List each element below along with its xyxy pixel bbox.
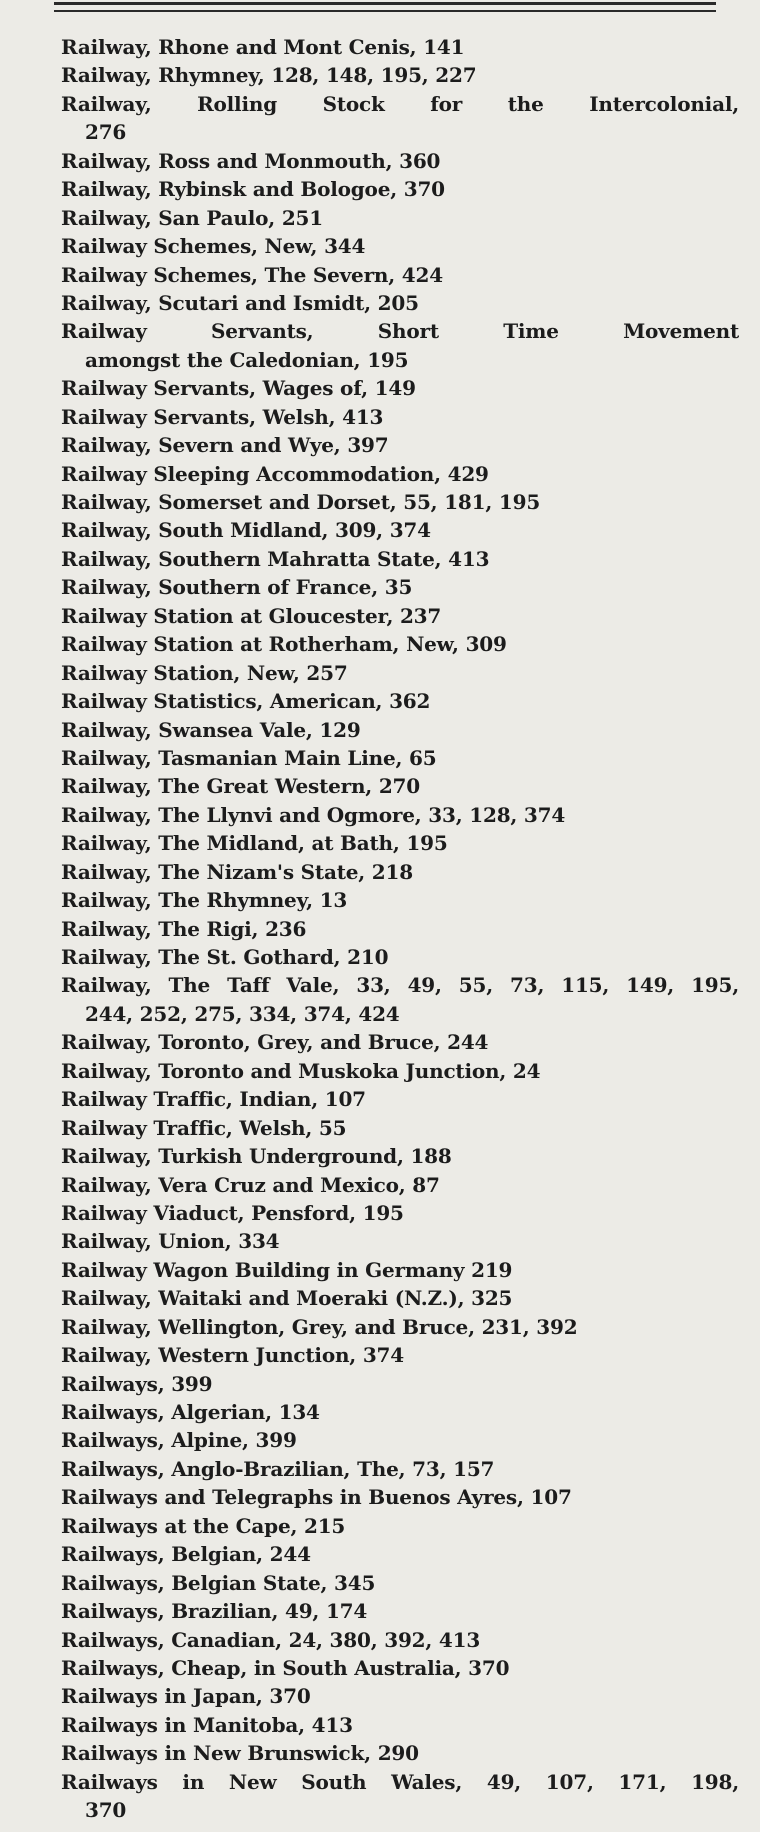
index-entry-text: Railway, Southern of France, 35: [61, 575, 413, 600]
index-entry-text: Railway, Swansea Vale, 129: [61, 717, 361, 742]
index-entry-text: Railway, Tasmanian Main Line, 65: [61, 745, 437, 770]
index-entry-text: Railways, Belgian State, 345: [61, 1570, 376, 1595]
index-entry-text: Railway, Rhone and Mont Cenis, 141: [61, 35, 465, 59]
index-entry: [61, 801, 739, 829]
index-entry-text: Railway Schemes, The Severn, 424: [61, 262, 443, 287]
index-column: [61, 33, 739, 1825]
index-entry: [61, 573, 739, 601]
index-entry: [61, 1426, 739, 1454]
index-entry: [61, 1284, 739, 1312]
index-entry-text: Railway, Rolling Stock for the Intercolonial,: [61, 91, 739, 116]
index-entry-text: Railways, Cheap, in South Australia, 370: [61, 1655, 510, 1680]
index-entry-text: Railway, South Midland, 309, 374: [61, 518, 431, 543]
index-entry: [61, 488, 739, 516]
index-entry-continuation: amongst the Caledonian, 195: [85, 347, 409, 372]
index-entry: [61, 1142, 739, 1170]
index-entry: [61, 772, 739, 800]
index-entry: [61, 545, 739, 573]
index-entry-text: Railway Servants, Wages of, 149: [61, 376, 416, 401]
index-entry-text: Railways, Belgian, 244: [61, 1542, 311, 1567]
index-entry-text: Railway, Turkish Underground, 188: [61, 1144, 452, 1169]
index-entry: [61, 33, 739, 61]
index-entry-text: Railways, Algerian, 134: [61, 1400, 320, 1424]
index-entry-text: Railway Schemes, New, 344: [61, 234, 366, 259]
index-entry-continuation: 244, 252, 275, 334, 374, 424: [85, 1001, 400, 1026]
index-entry-text: Railway, Rhymney, 128, 148, 195, 227: [61, 63, 477, 88]
index-entry-text: Railway Viaduct, Pensford, 195: [61, 1200, 404, 1225]
index-entry: [61, 630, 739, 658]
index-entry: [61, 317, 739, 374]
index-entry: [61, 1057, 739, 1085]
index-entry: [61, 1313, 739, 1341]
index-entry-text: Railway, The Rigi, 236: [61, 916, 307, 941]
index-entry-text: Railway, Vera Cruz and Mexico, 87: [61, 1172, 440, 1197]
index-entry: [61, 61, 739, 89]
index-entry: [61, 602, 739, 630]
index-entry-text: Railway Servants, Welsh, 413: [61, 404, 384, 429]
index-entry: [61, 659, 739, 687]
index-entry: [61, 147, 739, 175]
index-entry-text: Railway, Somerset and Dorset, 55, 181, 195: [61, 490, 541, 514]
index-entry-text: Railways in New South Wales, 49, 107, 171, 198,: [61, 1769, 739, 1794]
index-entry-continuation: 276: [85, 120, 127, 145]
index-entry-text: Railways, Alpine, 399: [61, 1428, 297, 1453]
index-entry: [61, 1711, 739, 1739]
index-entry: [61, 1085, 739, 1113]
index-entry-text: Railway, Western Junction, 374: [61, 1343, 404, 1368]
index-entry: [61, 858, 739, 886]
index-entry: [61, 1171, 739, 1199]
index-entry: [61, 971, 739, 1028]
index-entry-text: Railway, The St. Gothard, 210: [61, 945, 389, 969]
index-entry: [61, 232, 739, 260]
index-entry: [61, 403, 739, 431]
index-entry-text: Railway, The Nizam's State, 218: [61, 859, 413, 884]
index-entry: [61, 886, 739, 914]
index-entry-text: Railway Sleeping Accommodation, 429: [61, 461, 489, 486]
index-entry: [61, 943, 739, 971]
index-entry: [61, 1626, 739, 1654]
index-entry: [61, 431, 739, 459]
index-entry-text: Railway, Union, 334: [61, 1229, 280, 1254]
index-entry-text: Railways in Japan, 370: [61, 1684, 311, 1709]
index-entry-text: Railways, Anglo-Brazilian, The, 73, 157: [61, 1456, 495, 1481]
index-entry-text: Railway Traffic, Indian, 107: [61, 1087, 366, 1112]
index-entry: [61, 1569, 739, 1597]
index-entry-text: Railway, Waitaki and Moeraki (N.Z.), 325: [61, 1286, 513, 1311]
index-entry: [61, 1370, 739, 1398]
index-entry: [61, 1512, 739, 1540]
index-entry-text: Railways in New Brunswick, 290: [61, 1741, 419, 1766]
index-entry-text: Railway Station at Rotherham, New, 309: [61, 632, 507, 657]
index-entry-text: Railway, Wellington, Grey, and Bruce, 231, 392: [61, 1314, 578, 1339]
index-entry-text: Railway, Southern Mahratta State, 413: [61, 546, 490, 571]
index-entry: [61, 716, 739, 744]
index-entry-text: Railway Traffic, Welsh, 55: [61, 1115, 347, 1140]
index-entry-text: Railway, Toronto, Grey, and Bruce, 244: [61, 1030, 489, 1055]
top-rule: [54, 2, 716, 5]
index-entry: [61, 1597, 739, 1625]
index-entry-text: Railway, The Rhymney, 13: [61, 888, 348, 913]
index-entry: [61, 1398, 739, 1426]
index-entry: [61, 1455, 739, 1483]
index-entry-text: Railway, San Paulo, 251: [61, 205, 323, 230]
index-entry-text: Railway, Scutari and Ismidt, 205: [61, 290, 419, 315]
index-entry-text: Railway Station, New, 257: [61, 660, 348, 685]
index-entry: [61, 687, 739, 715]
index-entry: [61, 1341, 739, 1369]
index-entry-text: Railway Statistics, American, 362: [61, 689, 431, 714]
index-entry: [61, 1682, 739, 1710]
index-entry: [61, 1540, 739, 1568]
index-entry-text: Railway, The Taff Vale, 33, 49, 55, 73, 115, 149, 195,: [61, 973, 739, 998]
index-entry-text: Railways, Canadian, 24, 380, 392, 413: [61, 1627, 481, 1652]
index-entry-text: Railway, Toronto and Muskoka Junction, 24: [61, 1058, 541, 1083]
index-entry: [61, 915, 739, 943]
index-entry-text: Railways in Manitoba, 413: [61, 1712, 353, 1737]
index-entry-text: Railways at the Cape, 215: [61, 1513, 346, 1538]
index-entry: [61, 175, 739, 203]
index-entry-text: Railways, Brazilian, 49, 174: [61, 1599, 368, 1624]
index-entry-text: Railways, 399: [61, 1371, 213, 1396]
index-entry-text: Railway, The Midland, at Bath, 195: [61, 831, 448, 856]
index-entry: [61, 516, 739, 544]
index-entry-text: Railway, The Great Western, 270: [61, 774, 420, 799]
index-entry-text: Railway Station at Gloucester, 237: [61, 603, 442, 628]
index-entry: [61, 1114, 739, 1142]
index-entry: [61, 1199, 739, 1227]
index-entry-text: Railway, Severn and Wye, 397: [61, 433, 389, 458]
index-entry: [61, 1256, 739, 1284]
index-entry: [61, 1739, 739, 1767]
index-entry-text: Railways and Telegraphs in Buenos Ayres, 107: [61, 1485, 572, 1510]
index-entry-text: Railway, The Llynvi and Ogmore, 33, 128, 374: [61, 802, 566, 827]
index-entry: [61, 744, 739, 772]
index-entry-text: Railway, Rybinsk and Bologoe, 370: [61, 177, 445, 202]
index-entry: [61, 829, 739, 857]
header-rule: [54, 10, 716, 12]
index-entry: [61, 204, 739, 232]
index-entry-text: Railway Servants, Short Time Movement: [61, 319, 739, 344]
index-entry: [61, 1768, 739, 1825]
index-entry: [61, 1227, 739, 1255]
index-entry-text: Railway, Ross and Monmouth, 360: [61, 148, 441, 173]
index-entry: [61, 261, 739, 289]
index-entry-continuation: 370: [85, 1798, 127, 1823]
index-entry: [61, 90, 739, 147]
index-entry: [61, 1654, 739, 1682]
index-entry: [61, 1483, 739, 1511]
index-entry: [61, 460, 739, 488]
index-entry-text: Railway Wagon Building in Germany 219: [61, 1257, 513, 1282]
index-entry: [61, 1028, 739, 1056]
index-entry: [61, 289, 739, 317]
index-entry: [61, 374, 739, 402]
